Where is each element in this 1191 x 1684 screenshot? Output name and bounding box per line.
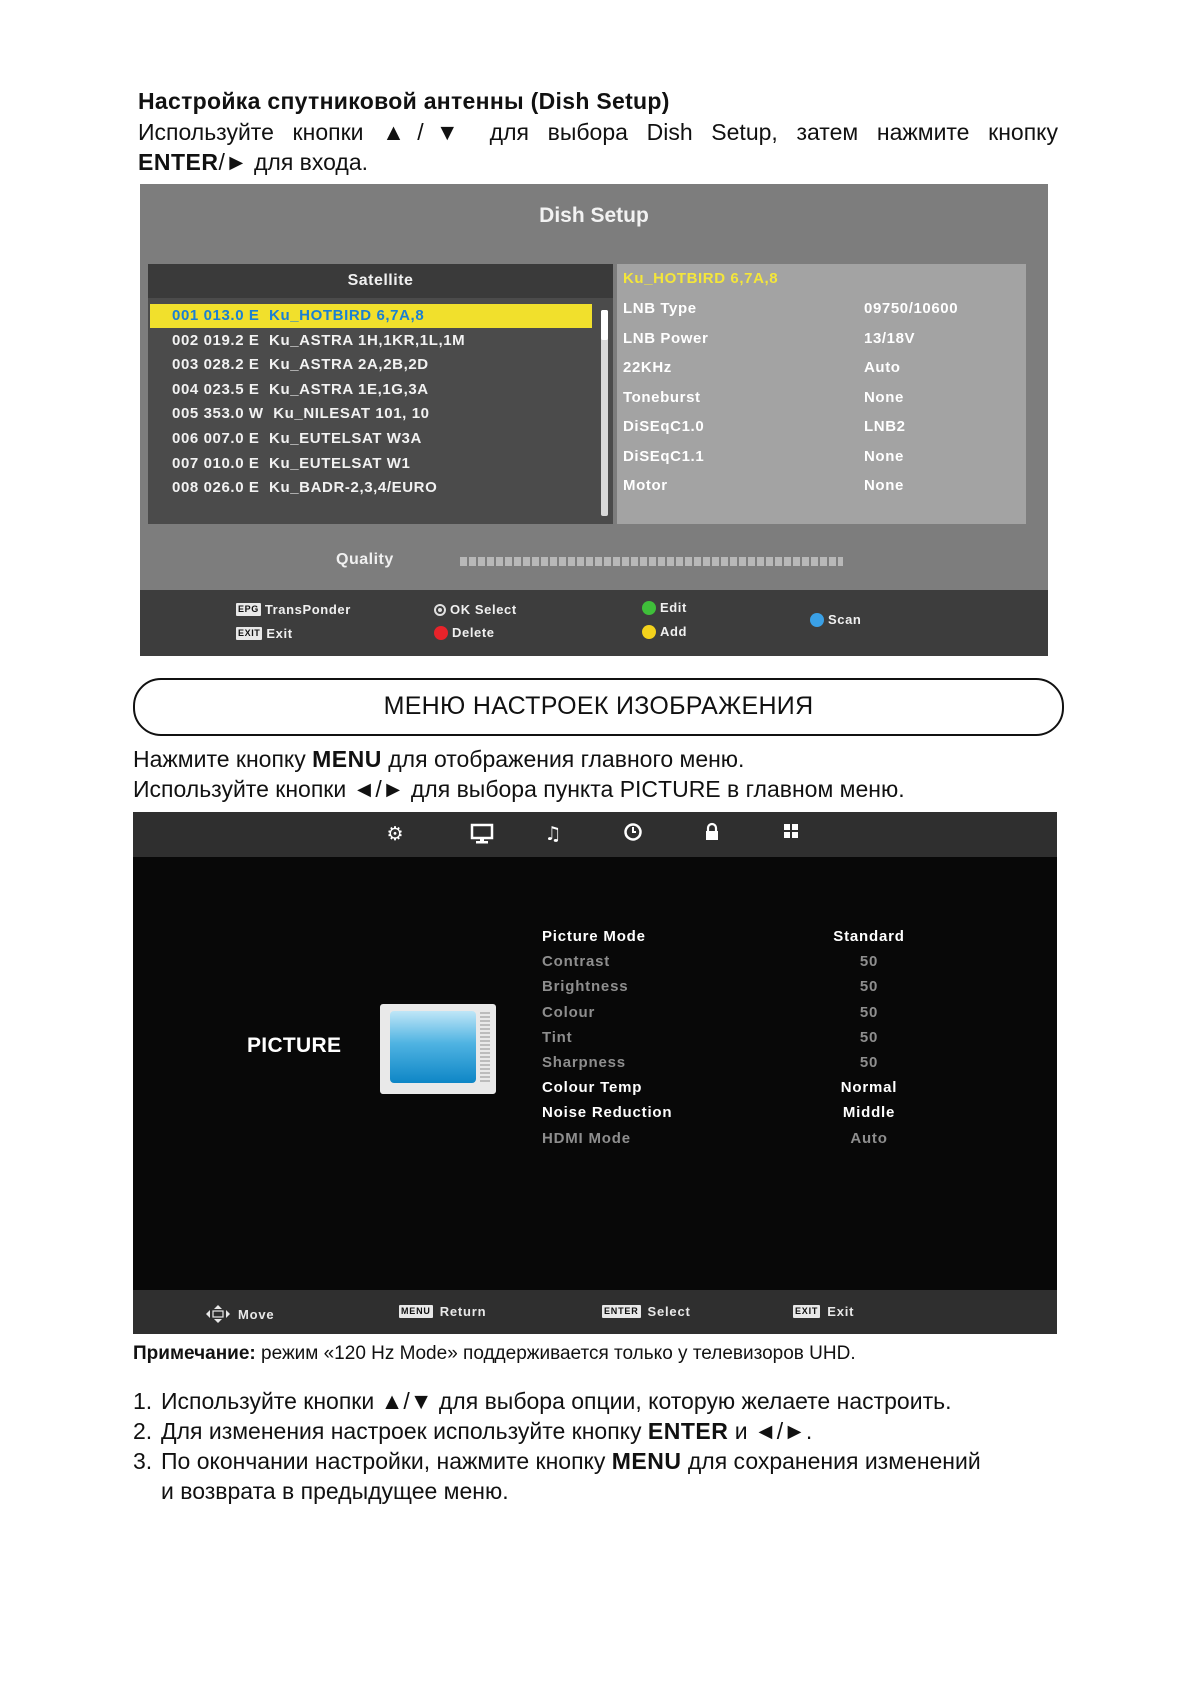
note-body: режим «120 Hz Mode» поддерживается только у телевизоров UHD. [255,1343,856,1364]
satellite-list-item[interactable]: 003 028.2 E Ku_ASTRA 2A,2B,2D [172,356,429,374]
satellite-list-item[interactable]: 004 023.5 E Ku_ASTRA 1E,1G,3A [172,380,429,398]
menu-key-label: MENU [312,746,382,772]
red-button-icon [434,626,448,640]
info-row[interactable] [623,359,1023,383]
satellite-header: Satellite [148,264,613,298]
gear-icon[interactable]: ⚙ [386,823,404,845]
step-text: Используйте кнопки ▲/▼ для выбора опции, которую желаете настроить. [161,1388,952,1414]
info-value: Auto [864,359,901,376]
picture-menu-item-label: Sharpness [542,1054,626,1071]
monitor-icon[interactable] [470,822,494,846]
selected-satellite-title: Ku_HOTBIRD 6,7A,8 [623,270,779,287]
select-hint[interactable] [602,1304,691,1319]
picture-menu-item-value: Standard [833,928,905,945]
dish-footer-bar [140,590,1048,656]
picture-menu-item-label: HDMI Mode [542,1129,631,1147]
picture-menu-screen [133,812,1057,1334]
info-value: None [864,388,904,406]
exit-hint[interactable] [236,626,293,641]
tv-illustration [380,1004,496,1094]
picture-menu-item[interactable] [542,1079,962,1105]
exit-key-icon-picture: EXIT [795,1306,819,1316]
step-3 [133,1446,1063,1506]
select-label: Select [647,1304,691,1319]
picture-footer-bar [133,1290,1057,1334]
info-value: LNB2 [864,418,906,435]
quality-bar [460,557,843,566]
step-number: 1. [133,1388,153,1414]
picture-menu-item[interactable] [542,1004,962,1030]
info-label: Toneburst [623,388,701,406]
transponder-label: TransPonder [264,602,351,617]
quality-label: Quality [336,551,394,568]
info-row[interactable] [623,448,1023,472]
info-row[interactable] [623,477,1023,501]
picture-menu-item-value: Normal [840,1079,898,1097]
p1-before: Нажмите кнопку [133,746,313,772]
dish-setup-screen [140,184,1048,656]
exit-label-picture: Exit [827,1304,855,1319]
epg-key-icon: EPG [238,604,259,614]
step-text-before: По окончании настройки, нажмите кнопку [161,1448,612,1474]
enter-key-label-step: ENTER [647,1418,729,1444]
menu-key-label-step: MENU [611,1448,682,1474]
exit-key-icon: EXIT [238,628,261,638]
step-text-after: и ◄/►. [728,1418,813,1444]
picture-menu-item-label: Picture Mode [542,928,646,945]
info-label: Motor [623,477,668,494]
p1-after: для отображения главного меню. [381,746,745,772]
tv-speaker-grill [480,1012,490,1084]
scan-label: Scan [828,612,862,627]
intro-text-rest: /► для входа. [218,149,369,175]
section-title-picture-menu: МЕНЮ НАСТРОЕК ИЗОБРАЖЕНИЯ [133,678,1064,736]
picture-menu-item[interactable] [542,1104,962,1130]
scan-hint[interactable] [810,612,861,627]
return-label: Return [439,1304,487,1319]
satellite-list-item[interactable]: 007 010.0 E Ku_EUTELSAT W1 [172,454,411,472]
picture-menu-item-value: 50 [859,1028,879,1046]
info-row[interactable] [623,389,1023,413]
info-label: DiSEqC1.0 [623,418,705,435]
enter-key-label: ENTER [138,149,219,175]
info-value: None [864,477,904,494]
picture-menu-item[interactable] [542,1130,962,1156]
picture-menu-label: PICTURE [247,1034,342,1057]
picture-menu-item-label: Contrast [542,953,611,971]
arrows-icon [205,1304,231,1324]
picture-menu-item[interactable] [542,978,962,1004]
lock-icon[interactable] [700,822,724,846]
satellite-list-item[interactable]: 006 007.0 E Ku_EUTELSAT W3A [172,430,422,447]
exit-label: Exit [266,626,293,641]
delete-hint[interactable] [434,625,495,640]
delete-label: Delete [452,625,495,640]
info-label: LNB Type [623,300,697,317]
note-text [133,1343,856,1365]
picture-menu-item-label: Colour Temp [542,1079,643,1097]
clock-icon[interactable] [621,822,645,846]
intro-text-line1: Используйте кнопки ▲/▼ для выбора Dish Setup, затем нажмите кнопку [138,119,1058,145]
paragraph-menu-press [133,744,744,775]
picture-menu-item-value: 50 [859,1003,879,1021]
step-2 [133,1416,1063,1446]
picture-menu-item[interactable] [542,1029,962,1055]
satellite-list-item[interactable]: 008 026.0 E Ku_BADR-2,3,4/EURO [172,479,438,497]
menu-tab-bar [133,812,1057,857]
satellite-info-panel [617,264,1026,524]
info-row[interactable] [623,300,1023,324]
satellite-panel [148,264,613,524]
grid-icon[interactable] [779,822,803,846]
info-value: 13/18V [864,329,916,347]
move-label: Move [238,1306,275,1322]
info-row[interactable] [623,418,1023,442]
dish-setup-title: Dish Setup [539,204,649,227]
picture-menu-item-label: Tint [542,1028,573,1046]
info-label: DiSEqC1.1 [623,447,705,465]
return-hint[interactable] [399,1304,486,1319]
satellite-list-item[interactable]: 001 013.0 E Ku_HOTBIRD 6,7A,8 [150,304,592,328]
move-hint[interactable] [205,1304,274,1324]
edit-label: Edit [660,600,687,615]
step-text-line2: и возврата в предыдущее меню. [161,1478,509,1504]
info-label: 22KHz [623,359,672,376]
picture-menu-item-value: 50 [859,1054,879,1071]
section-heading-dish-setup: Настройка спутниковой антенны (Dish Setup) [138,88,670,114]
step-number: 2. [133,1418,153,1444]
note-label: Примечание: [133,1343,256,1364]
picture-menu-item[interactable] [542,1054,962,1080]
info-row[interactable] [623,330,1023,354]
picture-menu-item-label: Noise Reduction [542,1104,673,1122]
picture-menu-item-value: Auto [850,1129,888,1147]
green-button-icon [642,601,656,615]
add-hint[interactable] [642,624,687,639]
edit-hint[interactable] [642,600,687,615]
picture-menu-item[interactable] [542,928,962,954]
picture-menu-item[interactable] [542,953,962,979]
picture-menu-item-label: Colour [542,1003,596,1021]
step-text-after: для сохранения изменений [681,1448,981,1474]
picture-menu-item-label: Brightness [542,978,629,996]
info-value: 09750/10600 [864,300,959,317]
picture-menu-item-value: 50 [859,978,879,996]
step-text-before: Для изменения настроек используйте кнопку [161,1418,648,1444]
info-label: LNB Power [623,329,709,347]
ok-select-hint[interactable] [434,602,517,617]
picture-menu-item-value: Middle [842,1104,896,1122]
ok-select-label: OK Select [450,602,517,617]
ok-button-icon [434,604,446,616]
transponder-hint[interactable] [236,602,351,617]
info-value: None [864,447,904,465]
menu-key-icon: MENU [401,1306,431,1316]
yellow-button-icon [642,625,656,639]
exit-hint-picture[interactable] [793,1304,854,1319]
step-number: 3. [133,1448,153,1474]
steps-list [133,1386,1063,1506]
step-1 [133,1386,1063,1416]
picture-menu-item-value: 50 [859,953,879,971]
add-label: Add [660,624,688,639]
satellite-list-item[interactable]: 005 353.0 W Ku_NILESAT 101, 10 [172,405,430,423]
music-note-icon[interactable]: ♫ [544,823,562,845]
satellite-scrollbar[interactable] [601,310,608,516]
paragraph-select-picture: Используйте кнопки ◄/► для выбора пункта PICTURE в главном меню. [133,776,905,802]
blue-button-icon [810,613,824,627]
satellite-list-item[interactable]: 002 019.2 E Ku_ASTRA 1H,1KR,1L,1M [172,331,466,349]
tv-screen [390,1011,476,1083]
satellite-scrollbar-thumb[interactable] [601,310,608,340]
enter-key-icon: ENTER [604,1306,639,1316]
intro-text-line2 [138,147,368,177]
